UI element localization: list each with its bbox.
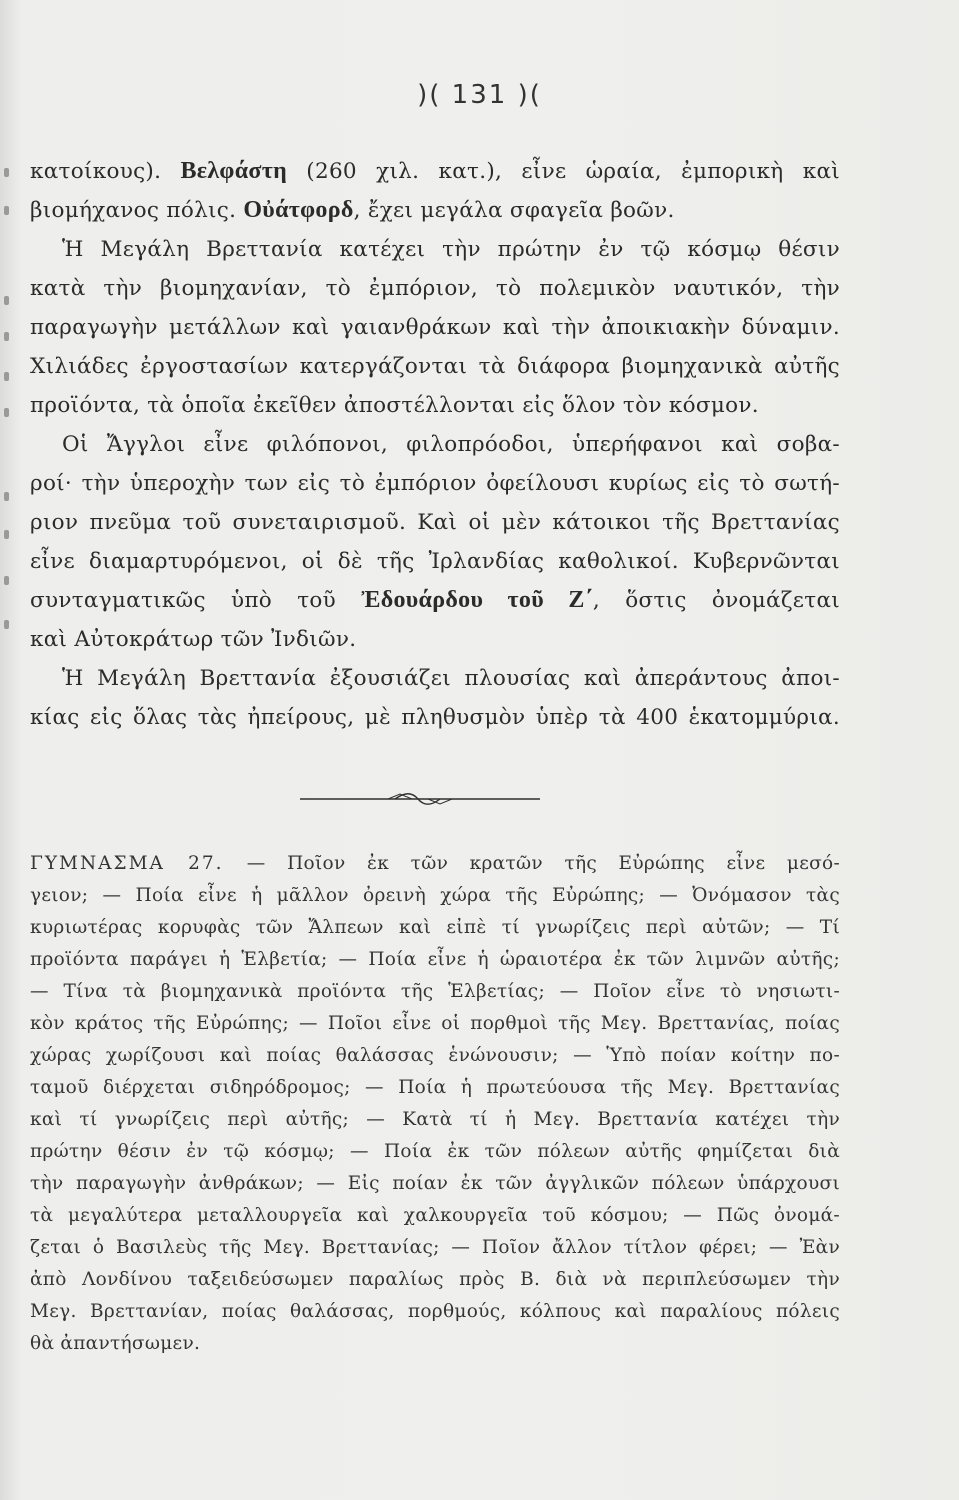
text-span: Ἡ Μεγάλη Βρεττανία κατέχει τὴν πρώτην ἐν τῷ κόσμῳ θέσιν <box>62 237 840 262</box>
text-span: , ἔχει μεγάλα σφαγεῖα βοῶν. <box>353 198 675 223</box>
text-span: Ἡ Μεγάλη Βρεττανία ἐξουσιάζει πλουσίας καὶ ἀπεράντους ἀποι- <box>62 666 840 691</box>
text-line <box>30 230 840 269</box>
exercise-question-text: Μεγ. Βρεττανίαν, ποίας θαλάσσας, πορθμούς, κόλπους καὶ παραλίους πόλεις <box>30 1301 840 1322</box>
exercise-question-text: γειον; — Ποία εἶνε ἡ μᾶλλον ὀρεινὴ χώρα τῆς Εὐρώπης; — Ὀνόμασον τὰς <box>30 885 840 906</box>
text-line <box>30 308 840 347</box>
emphasized-name: Ἐδουάρδου τοῦ Ζ΄ <box>361 587 593 613</box>
exercise-line <box>30 976 840 1008</box>
text-span: (260 χιλ. κατ.), εἶνε ὡραία, ἐμπορικὴ καὶ <box>287 159 840 184</box>
exercise-question-text: τὴν παραγωγὴν ἀνθράκων; — Εἰς ποίαν ἐκ τῶν ἀγγλικῶν πόλεων ὑπάρχουσι <box>30 1173 840 1194</box>
text-line <box>30 464 840 503</box>
exercise-line <box>30 944 840 976</box>
exercise-question-text: θὰ ἀπαντήσωμεν. <box>30 1333 201 1354</box>
text-line <box>30 386 840 425</box>
text-line <box>30 659 840 698</box>
exercise-question-text: ταμοῦ διέρχεται σιδηρόδρομος; — Ποία ἡ πρωτεύουσα τῆς Μεγ. Βρεττανίας <box>30 1077 840 1098</box>
text-span: κατὰ τὴν βιομηχανίαν, τὸ ἐμπόριον, τὸ πολεμικὸν ναυτικόν, τὴν <box>30 276 840 301</box>
exercise-question-text: — Τίνα τὰ βιομηχανικὰ προϊόντα τῆς Ἑλβετίας; — Ποῖον εἶνε τὸ νησιωτι- <box>30 981 840 1002</box>
text-span: εἶνε διαμαρτυρόμενοι, οἱ δὲ τῆς Ἰρλανδίας καθολικοί. Κυβερνῶνται <box>30 549 840 574</box>
exercise-line <box>30 1072 840 1104</box>
exercise-question-text: ζεται ὁ Βασιλεὺς τῆς Μεγ. Βρεττανίας; — Ποῖον ἄλλον τίτλον φέρει; — Ἐὰν <box>30 1237 840 1258</box>
text-line <box>30 581 840 620</box>
text-span: κατοίκους). <box>30 159 181 184</box>
exercise-line <box>30 1200 840 1232</box>
exercise-question-text: κυριωτέρας κορυφὰς τῶν Ἄλπεων καὶ εἰπὲ τί γνωρίζεις περὶ αὐτῶν; — Τί <box>30 917 840 938</box>
text-line <box>30 542 840 581</box>
exercise-question-text: τὰ μεγαλύτερα μεταλλουργεῖα καὶ χαλκουργεῖα τοῦ κόσμου; — Πῶς ὀνομά- <box>30 1205 840 1226</box>
exercise-line <box>30 1296 840 1328</box>
exercise-question-text: — Ποῖον ἐκ τῶν κρατῶν τῆς Εὐρώπης εἶνε μεσό- <box>246 853 840 874</box>
text-span: , ὅστις ὀνομάζεται <box>592 588 840 613</box>
exercise-line <box>30 880 840 912</box>
exercise-line <box>30 912 840 944</box>
exercise-question-text: χώρας χωρίζουσι καὶ ποίας θαλάσσας ἑνώνουσιν; — Ὑπὸ ποίαν κοίτην πο- <box>30 1045 840 1066</box>
text-span: ριον πνεῦμα τοῦ συνεταιρισμοῦ. Καὶ οἱ μὲν κάτοικοι τῆς Βρεττανίας <box>30 510 840 535</box>
text-span: προϊόντα, τὰ ὁποῖα ἐκεῖθεν ἀποστέλλονται εἰς ὅλον τὸν κόσμον. <box>30 393 759 418</box>
text-line <box>30 347 840 386</box>
exercise-question-text: προϊόντα παράγει ἡ Ἑλβετία; — Ποία εἶνε ἡ ὡραιοτέρα ἐκ τῶν λιμνῶν αὐτῆς; <box>30 949 840 970</box>
text-line <box>30 503 840 542</box>
main-text-body <box>30 152 840 737</box>
exercise-question-text: κὸν κράτος τῆς Εὐρώπης; — Ποῖοι εἶνε οἱ πορθμοὶ τῆς Μεγ. Βρεττανίας, ποίας <box>30 1013 840 1034</box>
exercise-line <box>30 1040 840 1072</box>
text-line <box>30 152 840 191</box>
exercise-line <box>30 1232 840 1264</box>
exercise-heading: ΓΥΜΝΑΣΜΑ 27. <box>30 853 247 874</box>
text-line <box>30 191 840 230</box>
page-number: )( 131 )( <box>417 80 542 110</box>
text-span: ροί· τὴν ὑπεροχὴν των εἰς τὸ ἐμπόριον ὀφείλουσι κυρίως εἰς τὸ σωτή- <box>30 471 840 496</box>
text-span: καὶ Αὐτοκράτωρ τῶν Ἰνδιῶν. <box>30 627 357 652</box>
text-span: Χιλιάδες ἐργοστασίων κατεργάζονται τὰ διάφορα βιομηχανικὰ αὐτῆς <box>30 354 840 379</box>
text-span: κίας εἰς ὅλας τὰς ἠπείρους, μὲ πληθυσμὸν ὑπὲρ τὰ 400 ἑκατομμύρια. <box>30 705 840 730</box>
text-line <box>30 620 840 659</box>
text-line <box>30 425 840 464</box>
exercise-line <box>30 1136 840 1168</box>
exercise-question-text: ἀπὸ Λονδίνου ταξειδεύσωμεν παραλίως πρὸς Β. διὰ νὰ περιπλεύσωμεν τὴν <box>30 1269 840 1290</box>
text-line <box>30 698 840 737</box>
exercise-line <box>30 848 840 880</box>
emphasized-name: Οὐάτφορδ <box>243 197 354 223</box>
text-line <box>30 269 840 308</box>
exercise-line <box>30 1168 840 1200</box>
text-span: συνταγματικῶς ὑπὸ τοῦ <box>30 588 362 613</box>
exercise-line <box>30 1008 840 1040</box>
exercise-section <box>30 848 840 1360</box>
exercise-line <box>30 1328 840 1360</box>
text-span: Οἱ Ἄγγλοι εἶνε φιλόπονοι, φιλοπρόοδοι, ὑπερήφανοι καὶ σοβα- <box>62 432 840 457</box>
exercise-line <box>30 1264 840 1296</box>
binding-edge <box>0 0 14 1500</box>
emphasized-name: Βελφάστη <box>180 158 288 184</box>
exercise-line <box>30 1104 840 1136</box>
exercise-question-text: πρώτην θέσιν ἐν τῷ κόσμῳ; — Ποία ἐκ τῶν πόλεων αὐτῆς φημίζεται διὰ <box>30 1141 840 1162</box>
text-span: βιομήχανος πόλις. <box>30 198 244 223</box>
text-span: παραγωγὴν μετάλλων καὶ γαιανθράκων καὶ τὴν ἀποικιακὴν δύναμιν. <box>30 315 840 340</box>
section-divider-ornament <box>300 790 540 808</box>
exercise-question-text: καὶ τί γνωρίζεις περὶ αὐτῆς; — Κατὰ τί ἡ Μεγ. Βρεττανία κατέχει τὴν <box>30 1109 840 1130</box>
